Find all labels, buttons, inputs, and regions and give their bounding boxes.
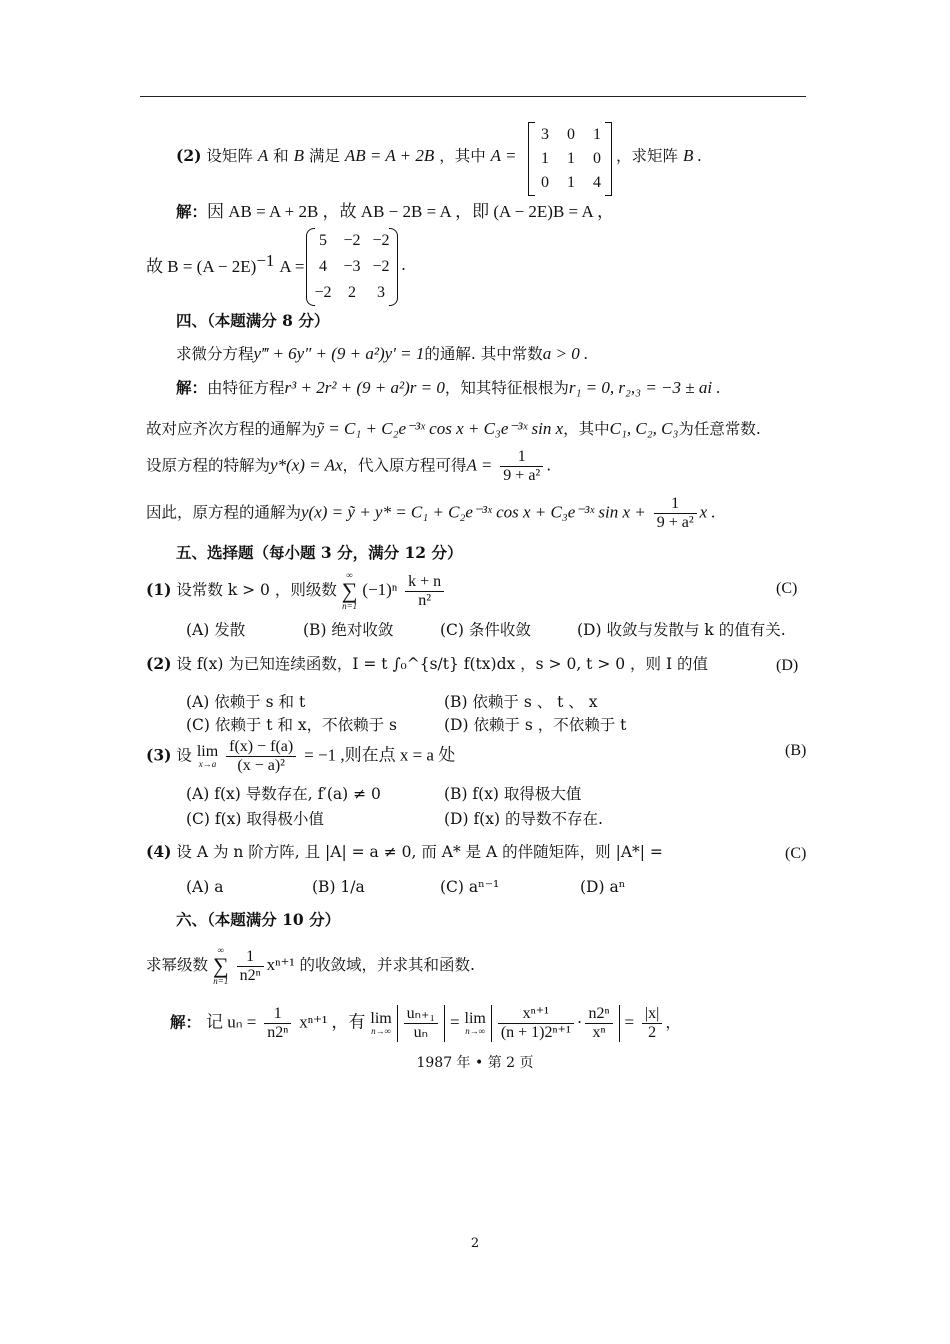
char-equation: r³ + 2r² + (9 + a²)r = 0 xyxy=(284,378,445,397)
fraction-den: xⁿ xyxy=(592,1024,606,1041)
question-5-2 xyxy=(146,656,708,673)
fraction xyxy=(404,1005,438,1042)
problem-number: (2) xyxy=(176,146,202,165)
fraction xyxy=(642,1005,662,1042)
problem-text: 求微分方程 xyxy=(176,345,254,363)
section-5-title: 五、选择题（每小题 3 分，满分 12 分） xyxy=(176,543,463,562)
lim-word: lim xyxy=(196,743,219,760)
matrix-a-cell: 0 xyxy=(593,150,601,167)
question-5-3 xyxy=(146,738,455,775)
solution-3-2-line2 xyxy=(146,250,305,276)
matrix-a-cell: 0 xyxy=(541,174,549,191)
sol-text: 设原方程的特解为 xyxy=(146,456,271,475)
limit xyxy=(197,744,218,769)
solution-b-prefix: 故 B = (A − 2E) xyxy=(146,257,257,276)
answer-5-3: (B) xyxy=(785,742,807,759)
section-4-sol-line1 xyxy=(176,379,721,397)
var-B: B xyxy=(293,146,305,165)
a-equals: A = xyxy=(490,146,517,165)
option-a: (A) 发散 xyxy=(186,621,246,639)
particular-solution: y*(x) = Ax xyxy=(270,455,343,475)
fraction-den: n² xyxy=(418,591,432,609)
answer-5-1: (C) xyxy=(776,580,798,597)
problem-text-b: 的通解. 其中常数 xyxy=(424,345,543,363)
problem-3-2 xyxy=(176,147,516,165)
solution-label: 解： xyxy=(176,378,208,397)
section-6-problem xyxy=(146,946,475,986)
fraction-den: 9 + a² xyxy=(503,467,541,484)
section-4-sol-line4 xyxy=(146,495,716,532)
option-c: (C) f(x) 取得极小值 xyxy=(186,810,324,828)
section-6-title: 六、（本题满分 10 分） xyxy=(176,910,341,929)
solution-text: 因 AB = A + 2B ，故 AB − 2B = A ，即 (A − 2E)B = A ， xyxy=(207,202,615,221)
question-5-4 xyxy=(146,844,663,861)
matrix-a xyxy=(528,122,612,194)
lim-sub: x→a xyxy=(198,759,217,769)
solution-b-suffix: A = xyxy=(279,257,305,276)
fraction-den: 9 + a² xyxy=(656,514,694,531)
ode-equation: y‴ + 6y″ + (9 + a²)y′ = 1 xyxy=(253,344,425,363)
question-text-b: = −1 ,则在点 x = a 处 xyxy=(304,745,456,765)
page-label: 1987 年 • 第 2 页 xyxy=(416,1055,534,1071)
problem-text-a: 设矩阵 xyxy=(206,147,253,165)
problem-text-d: ，求矩阵 xyxy=(616,147,679,165)
sol-text-b: ，其中 xyxy=(563,420,610,438)
option-c: (C) 条件收敛 xyxy=(440,621,531,639)
fraction-num: f(x) − f(a) xyxy=(226,738,296,757)
var-B-end: B . xyxy=(682,146,702,165)
fraction xyxy=(500,448,543,485)
question-text-a: 设 xyxy=(176,746,192,765)
sol-text-b: ，知其特征根根为 xyxy=(444,379,569,397)
fraction-den: n2ⁿ xyxy=(267,1024,289,1041)
matrix-b xyxy=(306,228,398,304)
question-text: 设常数 k > 0 ，则级数 xyxy=(176,581,337,599)
fraction-num: uₙ₊₁ xyxy=(404,1005,438,1024)
abs-ratio xyxy=(397,1005,445,1042)
option-b: (B) 1/a xyxy=(312,878,365,896)
homog-solution: ỹ = C₁ + C₂e⁻³ˣ cos x + C₃e⁻³ˣ sin x xyxy=(316,419,564,438)
constants: C₁, C₂, C₃ xyxy=(609,419,679,438)
sol-text-d: 为任意常数. xyxy=(678,420,761,438)
matrix-b-cell: 2 xyxy=(348,284,356,301)
fraction-den: (n + 1)2ⁿ⁺¹ xyxy=(500,1024,571,1041)
comma: ， xyxy=(665,1013,681,1032)
a-equals: A = xyxy=(466,455,493,475)
answer-5-4: (C) xyxy=(785,845,807,862)
sum-top: ∞ xyxy=(346,570,353,580)
solution-3-2-line1 xyxy=(176,203,614,221)
sol-text: 故对应齐次方程的通解为 xyxy=(146,420,317,438)
option-b: (B) f(x) 取得极大值 xyxy=(444,785,582,803)
lim-word: lim xyxy=(464,1010,486,1027)
fraction xyxy=(405,573,444,610)
option-c: (C) aⁿ⁻¹ xyxy=(440,878,500,896)
problem-3-2-tail xyxy=(616,147,702,165)
fraction-den: n2ⁿ xyxy=(239,966,261,984)
matrix-a-cell: 1 xyxy=(567,174,575,191)
sum-bottom: n=1 xyxy=(342,601,358,611)
matrix-b-cell: −2 xyxy=(314,284,332,301)
fraction-den: (x − a)² xyxy=(237,757,285,774)
option-a: (A) 依赖于 s 和 t xyxy=(186,693,306,711)
fraction xyxy=(237,948,264,985)
period: . xyxy=(546,456,552,475)
matrix-a-cell: 4 xyxy=(593,174,601,191)
lim-word: lim xyxy=(370,1010,392,1027)
matrix-a-cell: 1 xyxy=(567,150,575,167)
answer-5-2: (D) xyxy=(776,657,799,674)
sol-text-b: ，代入原方程可得 xyxy=(342,456,467,475)
sol-text-b: xⁿ⁺¹ ，有 xyxy=(299,1012,366,1032)
general-solution: y(x) = ỹ + y* = C₁ + C₂e⁻³ˣ cos x + C₃e⁻³ˣ sin x + xyxy=(301,502,646,522)
fraction xyxy=(654,495,697,532)
fraction-num: xⁿ⁺¹ xyxy=(498,1005,574,1024)
section-4-sol-line3 xyxy=(146,448,551,485)
section-4-title: 四、（本题满分 8 分） xyxy=(176,311,330,330)
matrix-b-cell: 4 xyxy=(319,258,327,275)
fraction xyxy=(585,1005,612,1042)
matrix-b-cell: −2 xyxy=(343,232,361,249)
section-6-solution xyxy=(170,1005,681,1042)
problem-text-b: 满足 xyxy=(308,147,340,165)
question-text: 设 f(x) 为已知连续函数，I = t ∫₀^{s/t} f(tx)dx ，s > 0, t > 0 ，则 I 的值 xyxy=(176,655,709,673)
section-4-sol-line2 xyxy=(146,420,761,438)
matrix-b-cell: 5 xyxy=(319,232,327,249)
header-rule xyxy=(140,96,806,97)
option-c: (C) 依赖于 t 和 x，不依赖于 s xyxy=(186,716,398,734)
question-text: 设 A 为 n 阶方阵, 且 |A| = a ≠ 0, 而 A* 是 A 的伴随矩阵，则 |A*| = xyxy=(176,843,663,861)
fraction-num: 1 xyxy=(654,495,697,514)
x-term: x . xyxy=(699,502,716,522)
option-b: (B) 依赖于 s 、 t 、 x xyxy=(444,693,598,711)
power-term: xⁿ⁺¹ xyxy=(266,955,295,974)
sign-term: (−1)ⁿ xyxy=(362,580,398,599)
question-number: (4) xyxy=(146,842,172,861)
option-d: (D) 依赖于 s ，不依赖于 t xyxy=(444,716,627,734)
lim-sub: n→∞ xyxy=(465,1026,486,1036)
option-b: (B) 绝对收敛 xyxy=(303,621,394,639)
problem-text: 求幂级数 xyxy=(146,956,209,974)
option-d: (D) 收敛与发散与 k 的值有关. xyxy=(577,621,786,639)
question-number: (1) xyxy=(146,580,172,599)
fraction-num: |x| xyxy=(642,1005,662,1024)
fraction xyxy=(498,1005,574,1042)
fraction-num: k + n xyxy=(405,573,444,592)
fraction-den: uₙ xyxy=(413,1024,429,1041)
matrix-b-cell: −3 xyxy=(343,258,361,275)
sum-top: ∞ xyxy=(217,945,224,955)
problem-text-c: ，其中 xyxy=(439,147,486,165)
sol-text: 由特征方程 xyxy=(207,379,285,397)
sum-symbol: ∞ ∑ n=1 xyxy=(341,570,358,611)
question-number: (2) xyxy=(146,654,172,673)
page-number: 2 xyxy=(470,1236,480,1251)
fraction xyxy=(226,738,296,775)
option-d: (D) f(x) 的导数不存在. xyxy=(444,810,603,828)
question-number: (3) xyxy=(146,745,172,765)
matrix-b-period: . xyxy=(401,256,406,274)
solution-label: 解： xyxy=(170,1012,202,1032)
fraction xyxy=(264,1005,291,1042)
sum-bottom: n=1 xyxy=(213,976,229,986)
sol-text: 因此，原方程的通解为 xyxy=(146,503,302,522)
problem-and: 和 xyxy=(273,147,289,165)
inverse-exp: −1 xyxy=(256,250,275,270)
equals: = xyxy=(450,1012,460,1032)
matrix-a-cell: 1 xyxy=(541,150,549,167)
option-d: (D) aⁿ xyxy=(580,878,626,896)
dot: · xyxy=(576,1012,583,1032)
matrix-a-cell: 1 xyxy=(593,126,601,143)
option-a: (A) a xyxy=(186,878,224,896)
sum-symbol: ∞ ∑ n=1 xyxy=(212,945,229,986)
section-4-problem xyxy=(176,345,588,363)
lim-sub: n→∞ xyxy=(371,1026,391,1036)
matrix-b-cell: −2 xyxy=(372,232,390,249)
matrix-b-cell: −2 xyxy=(372,258,390,275)
fraction-num: 1 xyxy=(237,948,264,967)
var-A: A xyxy=(257,146,269,165)
limit xyxy=(465,1011,486,1036)
equation-ab: AB = A + 2B xyxy=(344,146,435,165)
abs-product xyxy=(491,1005,620,1042)
matrix-a-cell: 3 xyxy=(541,126,549,143)
fraction-num: 1 xyxy=(500,448,543,467)
matrix-a-cell: 0 xyxy=(567,126,575,143)
fraction-den: 2 xyxy=(648,1024,657,1041)
constant-condition: a > 0 . xyxy=(542,344,589,363)
solution-label: 解： xyxy=(176,202,208,221)
question-5-1 xyxy=(146,571,447,611)
sol-text: 记 uₙ = xyxy=(205,1012,257,1032)
option-a: (A) f(x) 导数存在, f′(a) ≠ 0 xyxy=(186,785,381,803)
fraction-num: n2ⁿ xyxy=(585,1005,612,1024)
equals: = xyxy=(624,1012,635,1032)
problem-text-b: 的收敛域，并求其和函数. xyxy=(299,956,475,974)
char-roots: r₁ = 0, r₂,₃ = −3 ± ai . xyxy=(568,378,721,397)
matrix-b-cell: 3 xyxy=(377,284,385,301)
limit xyxy=(370,1011,391,1036)
fraction-num: 1 xyxy=(264,1005,291,1024)
